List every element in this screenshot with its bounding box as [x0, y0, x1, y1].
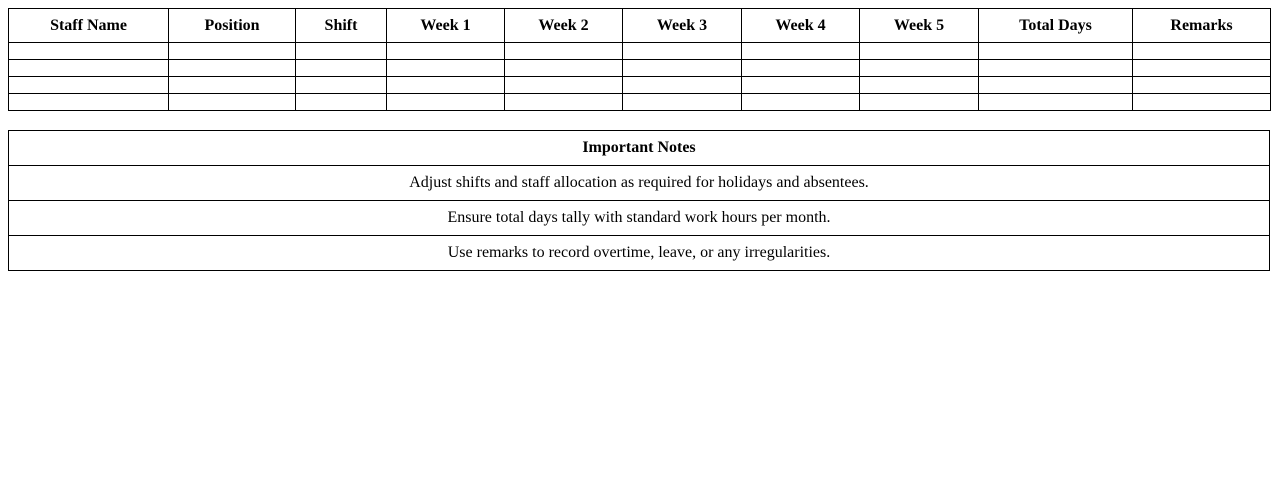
table-cell[interactable] — [9, 94, 169, 111]
important-notes-table — [8, 130, 1270, 271]
table-row — [9, 94, 1271, 111]
table-cell[interactable] — [296, 43, 387, 60]
notes-header-row — [9, 131, 1270, 166]
column-header-week-1: Week 1 — [387, 9, 505, 43]
table-cell[interactable] — [623, 77, 742, 94]
table-cell[interactable] — [505, 43, 623, 60]
note-item: Use remarks to record overtime, leave, or any irregularities. — [9, 236, 1270, 271]
table-cell[interactable] — [742, 94, 860, 111]
table-cell[interactable] — [9, 77, 169, 94]
table-cell[interactable] — [387, 94, 505, 111]
column-header-position: Position — [169, 9, 296, 43]
table-cell[interactable] — [505, 77, 623, 94]
column-header-total-days: Total Days — [979, 9, 1133, 43]
schedule-header — [9, 9, 1271, 43]
table-cell[interactable] — [9, 43, 169, 60]
table-cell[interactable] — [860, 77, 979, 94]
table-cell[interactable] — [979, 43, 1133, 60]
table-cell[interactable] — [1133, 43, 1271, 60]
table-cell[interactable] — [296, 60, 387, 77]
table-cell[interactable] — [169, 94, 296, 111]
table-cell[interactable] — [860, 94, 979, 111]
table-cell[interactable] — [1133, 94, 1271, 111]
table-cell[interactable] — [169, 77, 296, 94]
note-item: Ensure total days tally with standard work hours per month. — [9, 201, 1270, 236]
column-header-week-3: Week 3 — [623, 9, 742, 43]
note-row — [9, 166, 1270, 201]
schedule-body — [9, 43, 1271, 111]
table-cell[interactable] — [979, 77, 1133, 94]
table-cell[interactable] — [387, 77, 505, 94]
table-cell[interactable] — [1133, 77, 1271, 94]
table-cell[interactable] — [9, 60, 169, 77]
column-header-week-2: Week 2 — [505, 9, 623, 43]
table-cell[interactable] — [623, 94, 742, 111]
notes-header — [9, 131, 1270, 166]
table-cell[interactable] — [505, 94, 623, 111]
table-cell[interactable] — [505, 60, 623, 77]
column-header-shift: Shift — [296, 9, 387, 43]
table-cell[interactable] — [169, 43, 296, 60]
table-cell[interactable] — [860, 60, 979, 77]
schedule-header-row — [9, 9, 1271, 43]
table-cell[interactable] — [742, 77, 860, 94]
table-cell[interactable] — [623, 60, 742, 77]
notes-body — [9, 166, 1270, 271]
notes-title: Important Notes — [9, 131, 1270, 166]
table-cell[interactable] — [387, 43, 505, 60]
note-item: Adjust shifts and staff allocation as required for holidays and absentees. — [9, 166, 1270, 201]
table-cell[interactable] — [742, 60, 860, 77]
table-cell[interactable] — [296, 77, 387, 94]
note-row — [9, 201, 1270, 236]
note-row — [9, 236, 1270, 271]
table-cell[interactable] — [742, 43, 860, 60]
table-cell[interactable] — [1133, 60, 1271, 77]
column-header-staff-name: Staff Name — [9, 9, 169, 43]
table-row — [9, 43, 1271, 60]
staff-schedule-table — [8, 8, 1271, 111]
column-header-remarks: Remarks — [1133, 9, 1271, 43]
column-header-week-5: Week 5 — [860, 9, 979, 43]
table-row — [9, 77, 1271, 94]
table-cell[interactable] — [296, 94, 387, 111]
table-cell[interactable] — [860, 43, 979, 60]
table-row — [9, 60, 1271, 77]
table-cell[interactable] — [979, 94, 1133, 111]
table-cell[interactable] — [387, 60, 505, 77]
table-cell[interactable] — [623, 43, 742, 60]
column-header-week-4: Week 4 — [742, 9, 860, 43]
table-cell[interactable] — [169, 60, 296, 77]
table-cell[interactable] — [979, 60, 1133, 77]
